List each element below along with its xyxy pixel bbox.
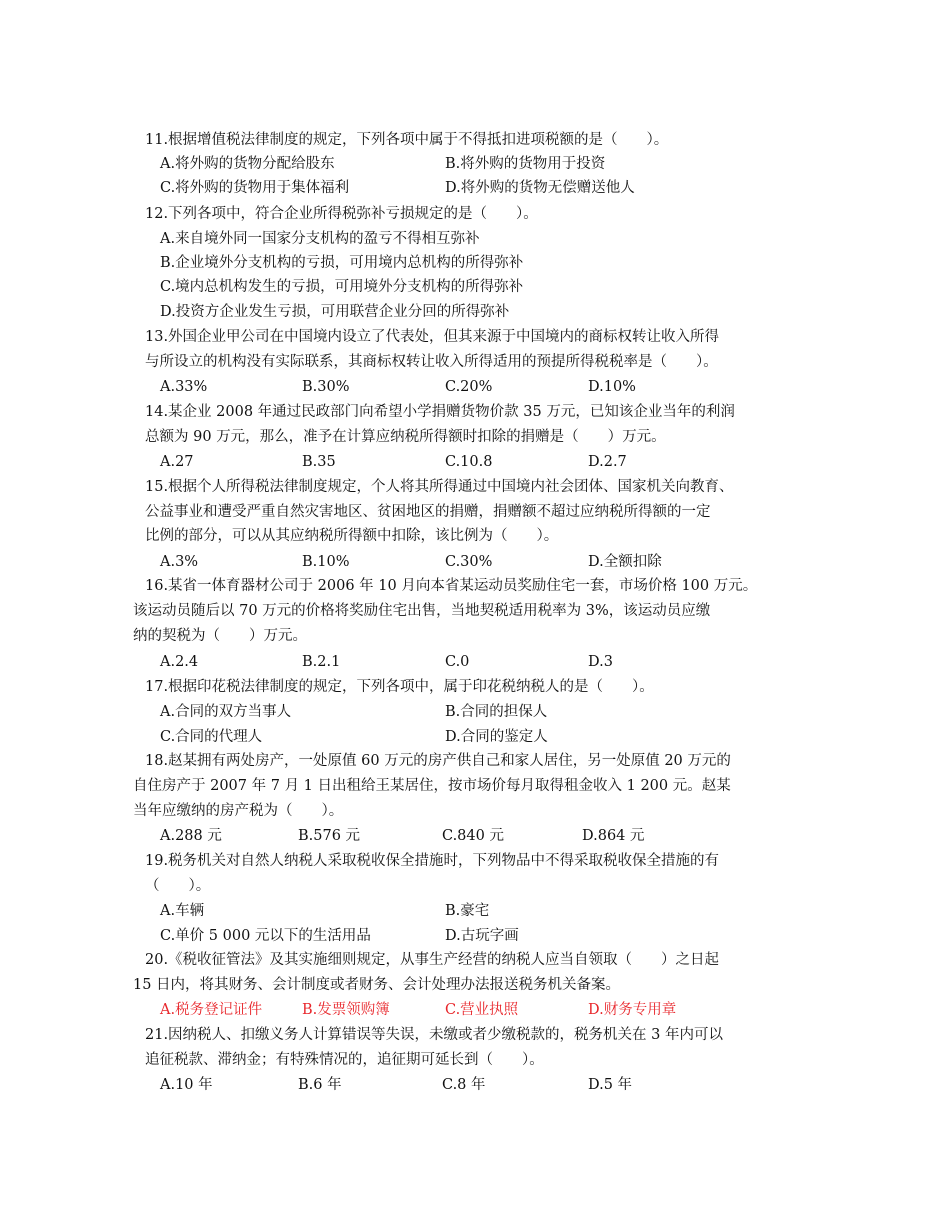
option-b: B.豪宅 <box>445 903 490 919</box>
option-b: B.35 <box>302 454 336 470</box>
option-d: D.古玩字画 <box>445 928 519 944</box>
option-a: A.车辆 <box>160 903 205 919</box>
question-stem: 12.下列各项中，符合企业所得税弥补亏损规定的是（ ）。 <box>145 206 538 222</box>
option-c: C.营业执照 <box>445 1002 519 1018</box>
option-d: D.全额扣除 <box>588 554 662 570</box>
question-stem: 公益事业和遭受严重自然灾害地区、贫困地区的捐赠，捐赠额不超过应纳税所得额的一定 <box>145 504 711 520</box>
option-d: D.将外购的货物无偿赠送他人 <box>445 180 635 196</box>
option-a: A.288 元 <box>160 828 222 844</box>
option-a: A.来自境外同一国家分支机构的盈亏不得相互弥补 <box>160 231 480 247</box>
option-c: C.0 <box>445 654 470 670</box>
question-stem: 17.根据印花税法律制度的规定，下列各项中，属于印花税纳税人的是（ ）。 <box>145 679 654 695</box>
question-stem: 13.外国企业甲公司在中国境内设立了代表处，但其来源于中国境内的商标权转让收入所得 <box>145 329 720 345</box>
question-stem: 自住房产于 2007 年 7 月 1 日出租给王某居住，按市场价每月取得租金收入 1 200 元。赵某 <box>133 778 731 794</box>
option-b: B.10% <box>302 554 350 570</box>
option-d: D.2.7 <box>588 454 627 470</box>
option-a: A.税务登记证件 <box>160 1002 263 1018</box>
option-d: D.3 <box>588 654 613 670</box>
question-stem: 20.《税收征管法》及其实施细则规定，从事生产经营的纳税人应当自领取（ ）之日起 <box>145 952 720 968</box>
option-c: C.30% <box>445 554 493 570</box>
question-stem: 19.税务机关对自然人纳税人采取税收保全措施时，下列物品中不得采取税收保全措施的有 <box>145 853 720 869</box>
option-d: D.5 年 <box>588 1077 633 1093</box>
question-stem: 15 日内，将其财务、会计制度或者财务、会计处理办法报送税务机关备案。 <box>133 977 621 993</box>
option-c: C.8 年 <box>442 1077 486 1093</box>
question-stem: 总额为 90 万元，那么，准予在计算应纳税所得额时扣除的捐赠是（ ）万元。 <box>145 429 666 445</box>
option-b: B.将外购的货物用于投资 <box>445 156 606 172</box>
question-stem: 21.因纳税人、扣缴义务人计算错误等失误，未缴或者少缴税款的，税务机关在 3 年内可以 <box>145 1027 723 1043</box>
question-stem: 该运动员随后以 70 万元的价格将奖励住宅出售，当地契税适用税率为 3%，该运动员应缴 <box>133 603 711 619</box>
option-c: C.将外购的货物用于集体福利 <box>160 180 350 196</box>
question-stem: 与所设立的机构没有实际联系，其商标权转让收入所得适用的预提所得税税率是（ ）。 <box>145 354 718 370</box>
question-stem: 比例的部分，可以从其应纳税所得额中扣除，该比例为（ ）。 <box>145 528 559 544</box>
option-d: D.10% <box>588 379 636 395</box>
option-d: D.864 元 <box>582 828 645 844</box>
option-a: A.2.4 <box>160 654 199 670</box>
option-a: A.10 年 <box>160 1077 213 1093</box>
question-stem: 16.某省一体育器材公司于 2006 年 10 月向本省某运动员奖励住宅一套，市场价格 100 万元。 <box>145 578 758 594</box>
option-b: B.2.1 <box>302 654 341 670</box>
option-a: A.合同的双方当事人 <box>160 704 292 720</box>
option-c: C.10.8 <box>445 454 493 470</box>
question-stem: 11.根据增值税法律制度的规定，下列各项中属于不得抵扣进项税额的是（ ）。 <box>145 132 669 148</box>
option-d: D.财务专用章 <box>588 1002 677 1018</box>
option-d: D.投资方企业发生亏损，可用联营企业分回的所得弥补 <box>160 304 510 320</box>
question-stem: 18.赵某拥有两处房产，一处原值 60 万元的房产供自己和家人居住，另一处原值 20 万元的 <box>145 753 731 769</box>
question-stem: 当年应缴纳的房产税为（ ）。 <box>133 803 344 819</box>
option-d: D.合同的鉴定人 <box>445 729 548 745</box>
option-c: C.境内总机构发生的亏损，可用境外分支机构的所得弥补 <box>160 279 524 295</box>
option-a: A.3% <box>160 554 199 570</box>
option-c: C.840 元 <box>442 828 504 844</box>
option-b: B.合同的担保人 <box>445 704 548 720</box>
question-stem: 14.某企业 2008 年通过民政部门向希望小学捐赠货物价款 35 万元，已知该企业当年的利润 <box>145 404 735 420</box>
question-stem: 15.根据个人所得税法律制度规定，个人将其所得通过中国境内社会团体、国家机关向教育、 <box>145 479 734 495</box>
option-c: C.20% <box>445 379 493 395</box>
option-a: A.将外购的货物分配给股东 <box>160 156 335 172</box>
option-a: A.27 <box>160 454 194 470</box>
option-c: C.单价 5 000 元以下的生活用品 <box>160 928 371 944</box>
option-b: B.发票领购簿 <box>302 1002 390 1018</box>
question-stem: 纳的契税为（ ）万元。 <box>133 628 307 644</box>
question-stem: 追征税款、滞纳金；有特殊情况的，追征期可延长到（ ）。 <box>145 1052 544 1068</box>
option-b: B.30% <box>302 379 350 395</box>
option-a: A.33% <box>160 379 208 395</box>
option-c: C.合同的代理人 <box>160 729 263 745</box>
option-b: B.576 元 <box>298 828 361 844</box>
option-b: B.6 年 <box>298 1077 342 1093</box>
question-stem: （ ）。 <box>145 878 211 894</box>
option-b: B.企业境外分支机构的亏损，可用境内总机构的所得弥补 <box>160 255 524 271</box>
